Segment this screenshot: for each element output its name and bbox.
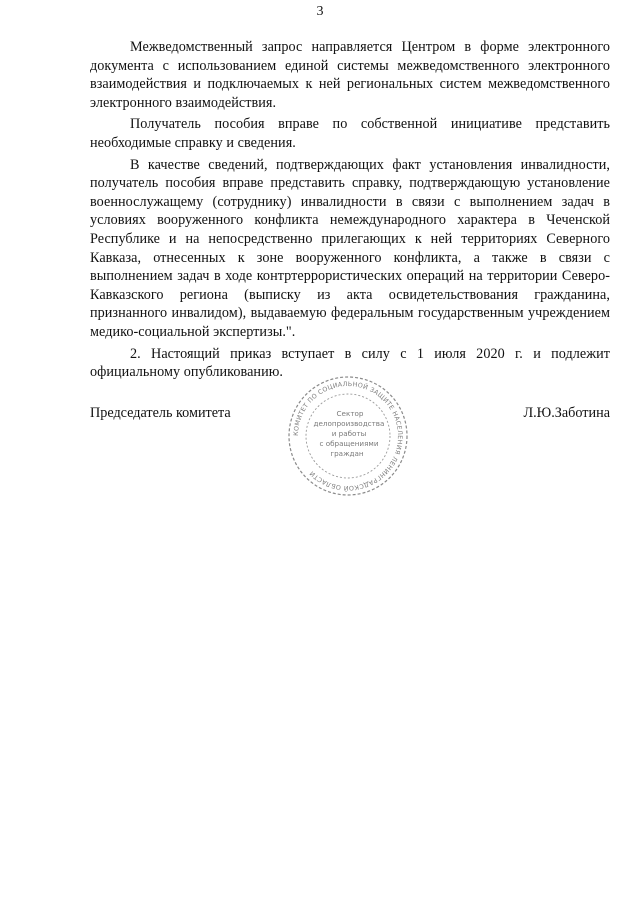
signer-title: Председатель комитета [90,405,231,421]
page-number: 3 [316,4,324,19]
signer-name: Л.Ю.Заботина [523,405,610,421]
paragraph-interagency-request: Межведомственный запрос направляется Центром в форме электронного документа с использованием единой системы межведомственного электронного взаимодействия и подключаемых к ней региональных систем межведомственного электронного взаимодействия. [90,39,610,111]
stamp-line: граждан [330,449,364,458]
stamp-line: и работы [331,429,367,438]
paragraph-effective-date: 2. Настоящий приказ вступает в силу с 1 июля 2020 г. и подлежит официальному опубликованию. [90,345,610,381]
signature-block [90,380,610,504]
paragraph-own-initiative: Получатель пособия вправе по собственной инициативе представить необходимые справку и сведения. [90,116,610,151]
stamp-line: Сектор [336,409,364,418]
official-stamp [286,374,410,498]
stamp-line: делопроизводства [313,419,385,428]
document-body [90,38,610,385]
paragraph-disability-evidence: В качестве сведений, подтверждающих факт установления инвалидности, получатель пособия вправе представить справку, подтверждающую установление военнослужащему (сотруднику) инвалидности в связи с выполнением задач в условиях вооруженного конфликта немеждународного характера в Чеченской Республике и на непосредственно прилегающих к ней территориях Северного Кавказа, отнесенных к зоне вооруженного конфликта, а также в связи с выполнением задач в ходе контртеррористических операций на территории Северо-Кавказского региона (выписку из акта освидетельствования гражданина, признанного инвалидом), выдаваемую федеральным государственным учреждением медико-социальной экспертизы.". [90,156,610,340]
stamp-ring-text: КОМИТЕТ ПО СОЦИАЛЬНОЙ ЗАЩИТЕ НАСЕЛЕНИЯ ЛЕНИНГРАДСКОЙ ОБЛАСТИ [292,380,404,492]
stamp-line: с обращениями [319,439,379,448]
